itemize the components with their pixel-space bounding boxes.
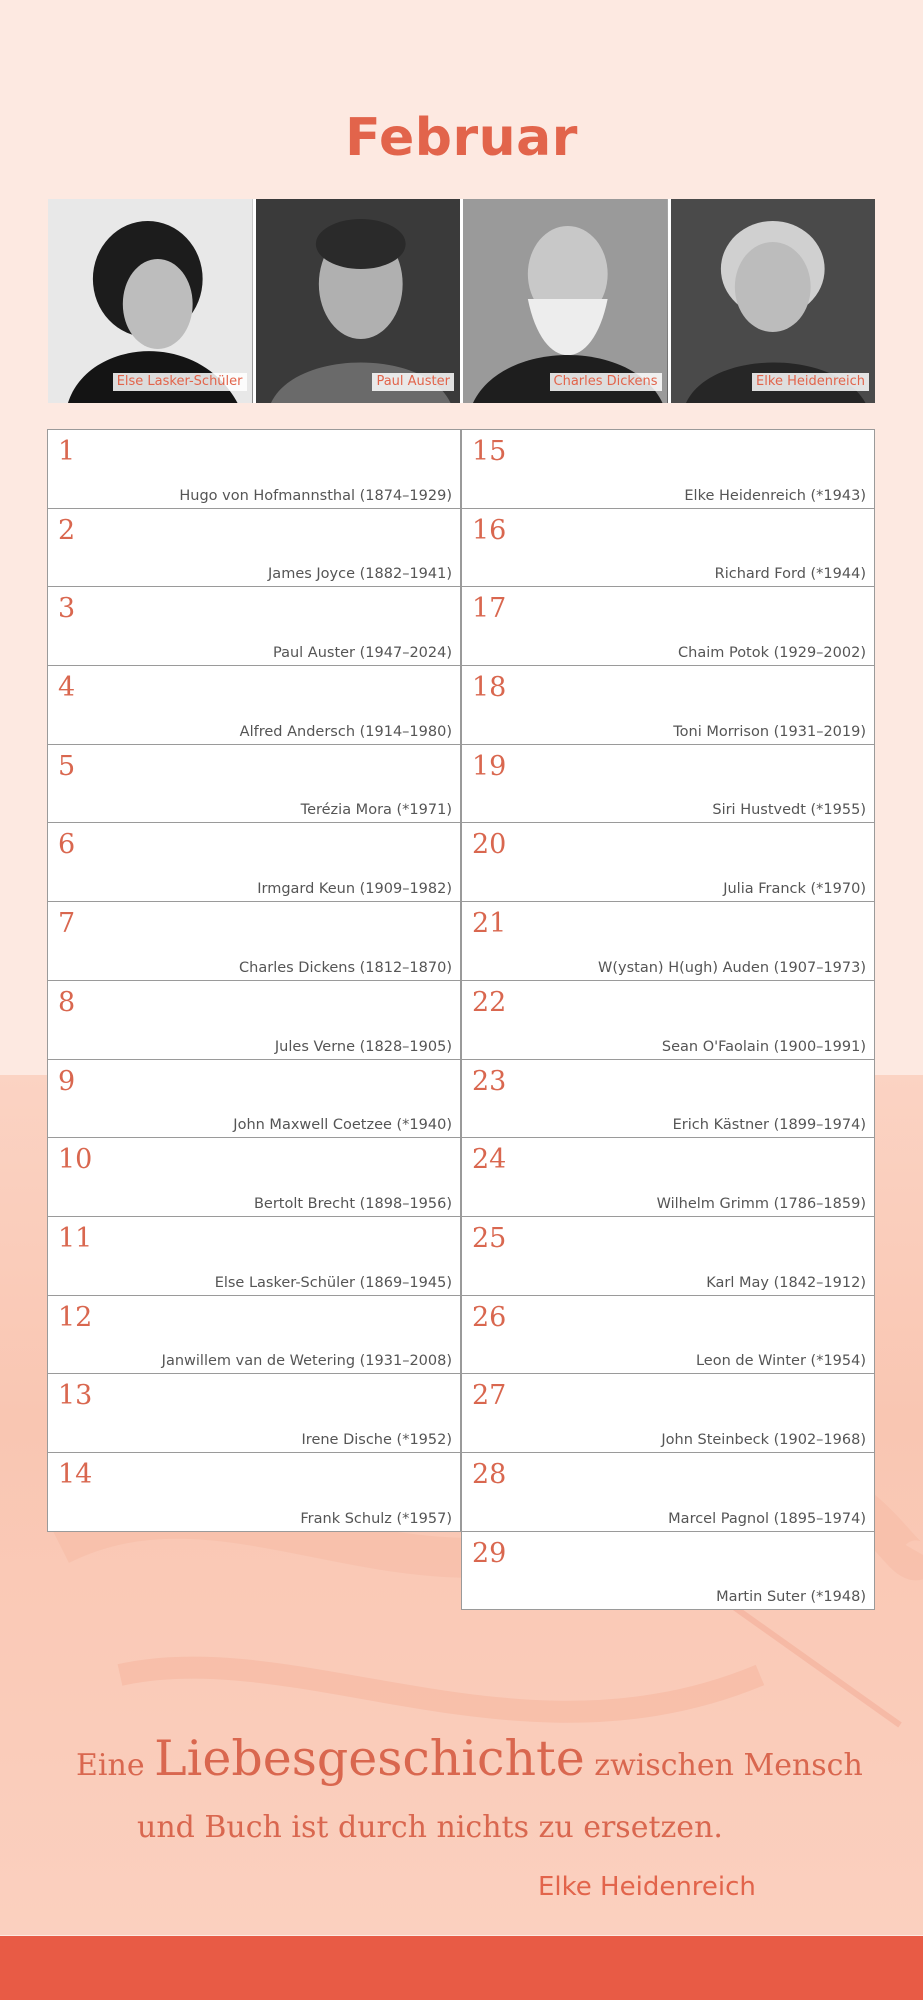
day-number: 2 [58, 514, 76, 546]
day-cell[interactable] [47, 665, 461, 745]
day-cell[interactable] [461, 1059, 875, 1139]
day-cell[interactable] [461, 1295, 875, 1375]
day-number: 8 [58, 986, 76, 1018]
day-cell[interactable] [461, 1373, 875, 1453]
birthday-author: Irmgard Keun (1909–1982) [257, 881, 452, 898]
day-cell[interactable] [47, 508, 461, 588]
day-cell[interactable] [47, 429, 461, 509]
day-cell[interactable] [461, 822, 875, 902]
day-number: 11 [58, 1222, 93, 1254]
day-cell[interactable] [47, 1216, 461, 1296]
calendar-column-left [47, 429, 461, 1532]
birthday-author: Bertolt Brecht (1898–1956) [253, 1195, 452, 1212]
day-cell[interactable] [461, 980, 875, 1060]
birthday-author: James Joyce (1882–1941) [268, 566, 452, 583]
day-cell[interactable] [47, 1059, 461, 1139]
birthday-author: Elke Heidenreich (*1943) [684, 487, 866, 504]
day-number: 9 [58, 1065, 76, 1097]
day-cell[interactable] [47, 1452, 461, 1532]
birthday-author: Richard Ford (*1944) [714, 566, 866, 583]
quote-highlight: Liebesgeschichte [154, 1730, 585, 1787]
birthday-author: Else Lasker-Schüler (1869–1945) [214, 1274, 452, 1291]
birthday-author: Siri Hustvedt (*1955) [712, 802, 866, 819]
photo-caption: Else Lasker-Schüler [113, 373, 247, 391]
day-cell[interactable] [47, 980, 461, 1060]
day-number: 14 [58, 1458, 93, 1490]
author-photo [48, 199, 253, 403]
day-number: 27 [472, 1380, 507, 1412]
quote-author: Elke Heidenreich [538, 1872, 756, 1902]
day-number: 16 [472, 514, 507, 546]
birthday-author: Janwillem van de Wetering (1931–2008) [161, 1353, 452, 1370]
day-cell[interactable] [461, 1452, 875, 1532]
day-cell[interactable] [47, 1295, 461, 1375]
day-cell[interactable] [461, 665, 875, 745]
birthday-author: Leon de Winter (*1954) [695, 1353, 866, 1370]
birthday-author: W(ystan) H(ugh) Auden (1907–1973) [598, 959, 866, 976]
birthday-author: Karl May (1842–1912) [706, 1274, 866, 1291]
day-number: 18 [472, 672, 507, 704]
quote-word-post: zwischen Mensch [594, 1748, 863, 1783]
calendar-column-right [461, 429, 875, 1610]
birthday-author: Hugo von Hofmannsthal (1874–1929) [179, 487, 452, 504]
day-cell[interactable] [461, 901, 875, 981]
day-number: 28 [472, 1458, 507, 1490]
day-cell[interactable] [461, 429, 875, 509]
day-number: 1 [58, 436, 76, 467]
birthday-author: Marcel Pagnol (1895–1974) [668, 1510, 866, 1527]
quote-line-1 [76, 1730, 876, 1787]
day-number: 10 [58, 1144, 93, 1176]
birthday-author: Sean O'Faolain (1900–1991) [661, 1038, 866, 1055]
day-number: 29 [472, 1537, 507, 1569]
birthday-author: Martin Suter (*1948) [716, 1589, 866, 1606]
day-number: 17 [472, 593, 507, 625]
day-cell[interactable] [461, 508, 875, 588]
birthday-author: Wilhelm Grimm (1786–1859) [656, 1195, 866, 1212]
author-photo [671, 199, 876, 403]
birthday-author: Charles Dickens (1812–1870) [239, 959, 452, 976]
author-photo [256, 199, 461, 403]
day-cell[interactable] [47, 1137, 461, 1217]
day-number: 26 [472, 1301, 507, 1333]
day-cell[interactable] [47, 822, 461, 902]
birthday-author: John Maxwell Coetzee (*1940) [233, 1117, 452, 1134]
day-number: 4 [58, 672, 76, 704]
day-cell[interactable] [461, 586, 875, 666]
birthday-author: Irene Dische (*1952) [301, 1431, 452, 1448]
day-number: 7 [58, 908, 76, 940]
day-number: 6 [58, 829, 76, 861]
quote-word-pre: Eine [76, 1748, 145, 1783]
day-number: 3 [58, 593, 76, 625]
day-cell[interactable] [461, 1216, 875, 1296]
month-title: Februar [345, 108, 578, 168]
day-number: 23 [472, 1065, 507, 1097]
birthday-author: Erich Kästner (1899–1974) [672, 1117, 866, 1134]
birthday-author: Julia Franck (*1970) [723, 881, 866, 898]
day-number: 19 [472, 750, 507, 782]
birthday-author: Terézia Mora (*1971) [300, 802, 452, 819]
birthday-author: Toni Morrison (1931–2019) [673, 723, 866, 740]
day-cell[interactable] [47, 1373, 461, 1453]
birthday-author: Paul Auster (1947–2024) [272, 645, 452, 662]
day-number: 12 [58, 1301, 93, 1333]
day-cell[interactable] [461, 1531, 875, 1611]
day-number: 21 [472, 908, 507, 940]
day-cell[interactable] [461, 1137, 875, 1217]
birthday-author: Jules Verne (1828–1905) [274, 1038, 452, 1055]
author-photo [463, 199, 668, 403]
birthday-author: Alfred Andersch (1914–1980) [239, 723, 452, 740]
day-cell[interactable] [47, 586, 461, 666]
day-number: 25 [472, 1222, 507, 1254]
day-number: 24 [472, 1144, 507, 1176]
quote-line-2: und Buch ist durch nichts zu ersetzen. [137, 1810, 723, 1845]
day-cell[interactable] [461, 744, 875, 824]
birthday-author: Frank Schulz (*1957) [300, 1510, 452, 1527]
author-photo-strip [48, 199, 875, 403]
day-number: 20 [472, 829, 507, 861]
birthday-author: John Steinbeck (1902–1968) [661, 1431, 866, 1448]
photo-caption: Paul Auster [372, 373, 454, 391]
photo-caption: Charles Dickens [550, 373, 662, 391]
day-cell[interactable] [47, 744, 461, 824]
photo-caption: Elke Heidenreich [752, 373, 869, 391]
footer-bar [0, 1936, 923, 2000]
day-cell[interactable] [47, 901, 461, 981]
day-number: 22 [472, 986, 507, 1018]
day-number: 5 [58, 750, 76, 782]
day-number: 15 [472, 436, 507, 467]
day-number: 13 [58, 1380, 93, 1412]
birthday-author: Chaim Potok (1929–2002) [678, 645, 866, 662]
